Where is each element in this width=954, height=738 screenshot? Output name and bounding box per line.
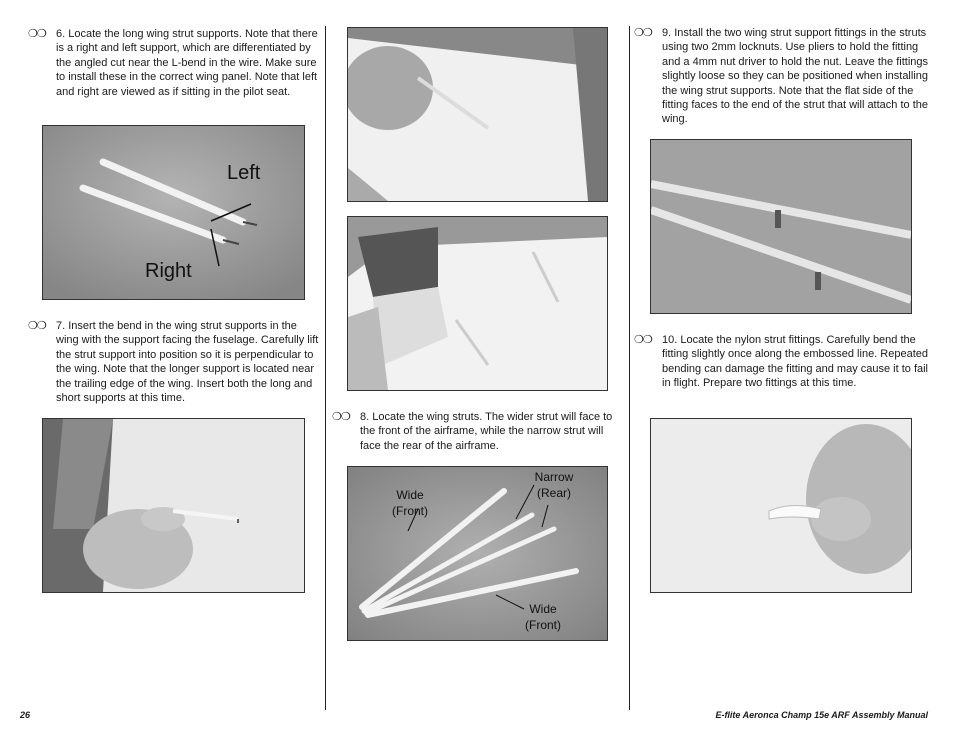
photo-strut-supports — [42, 125, 305, 300]
column-divider-right — [629, 26, 630, 710]
insert-strut-image — [43, 419, 304, 592]
step-10-text: ❍❍ 10. Locate the nylon strut fittings. Carefully bend the fitting slightly once along the embossed line. Repeated bending can damage the fitting and may cause it to fail in flight. Prepare two fittings at this time. — [634, 334, 929, 390]
photo-nylon-fitting — [650, 418, 912, 593]
photo-strut-fittings — [650, 139, 912, 314]
photo-strut-support-vertical — [347, 27, 608, 202]
supports-wing-image — [348, 217, 607, 390]
label-right: Right — [145, 260, 192, 282]
checkbox-icon[interactable]: ❍❍ — [28, 28, 46, 40]
photo-supports-on-wing — [347, 216, 608, 391]
strut-vertical-image — [348, 28, 607, 201]
checkbox-icon[interactable]: ❍❍ — [634, 27, 652, 39]
step-8-text: ❍❍ 8. Locate the wing struts. The wider strut will face to the front of the airframe, while the narrow strut will face the rear of the airframe. — [332, 411, 613, 452]
page-number: 26 — [20, 710, 31, 720]
step-7-text: ❍❍ 7. Insert the bend in the wing strut supports in the wing with the support facing the fuselage. Carefully lift the strut support into position so it is perpendicular to the wing. Note that the longer support is located near the trailing edge of the wing. Insert both the long and short supports at this time. — [28, 320, 319, 405]
label-narrow-rear: Narrow (Rear) — [534, 470, 574, 500]
step-6-text: ❍❍ 6. Locate the long wing strut supports. Note that there is a right and left support, which are differentiated by the angled cut near the L-bend in the wire. Make sure to install these in the correct wing panel. Note that left and right are viewed as if sitting in the pilot seat. — [28, 28, 318, 98]
label-wide-front-bottom: Wide (Front) — [525, 602, 561, 632]
checkbox-icon[interactable]: ❍❍ — [28, 320, 46, 332]
checkbox-icon[interactable]: ❍❍ — [634, 334, 652, 346]
strut-fittings-image — [651, 140, 911, 313]
nylon-fitting-image — [651, 419, 911, 592]
label-left: Left — [227, 162, 261, 184]
checkbox-icon[interactable]: ❍❍ — [332, 411, 350, 423]
photo-wing-struts — [347, 466, 608, 641]
step-9-text: ❍❍ 9. Install the two wing strut support fittings in the struts using two 2mm locknuts. Use pliers to hold the fitting and a 4mm nut driver to hold the nut. Leave the fittings slightly loose so they can be positioned when installing the wing strut supports. Note that the flat side of the fitting faces to the end of the strut that will attach to the wing. — [634, 27, 928, 126]
label-wide-front-top: Wide (Front) — [392, 488, 428, 518]
manual-title: E-flite Aeronca Champ 15e ARF Assembly Manual — [715, 710, 928, 720]
column-divider-left — [325, 26, 326, 710]
photo-insert-strut-support — [42, 418, 305, 593]
